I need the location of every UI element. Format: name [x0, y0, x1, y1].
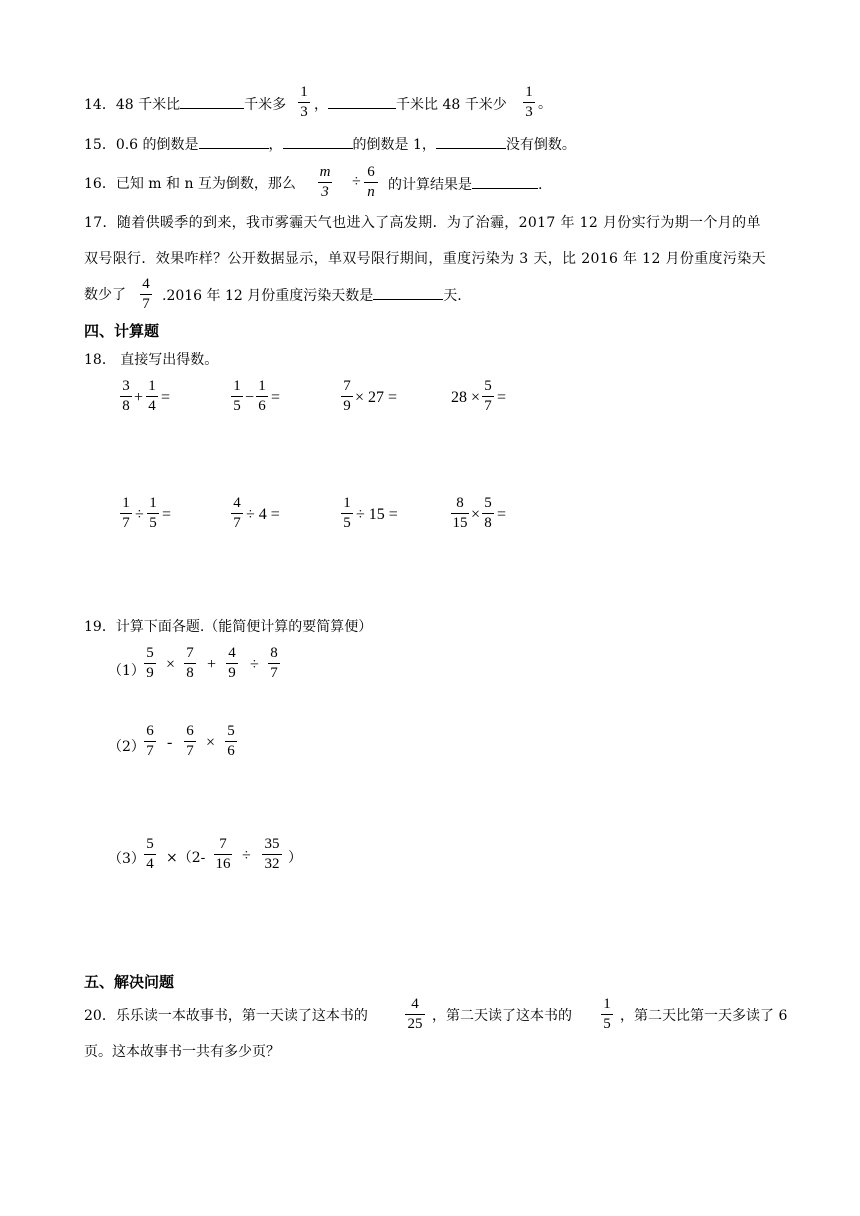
- q18-r1c1-a: 3 8: [120, 378, 132, 415]
- q18-r1c3-tail: × 27 =: [355, 389, 398, 406]
- q18-r2c1-eq: =: [162, 506, 172, 523]
- q19-p1-f4: 8 7: [268, 645, 280, 682]
- q16-fraction-1: m 3: [319, 164, 331, 200]
- q18-r2c2-tail: ÷ 4 =: [246, 506, 280, 523]
- q14-line: [84, 94, 286, 115]
- q19-p3-f1: 5 4: [144, 836, 156, 873]
- q19-p1-op2: +: [207, 656, 217, 673]
- q18-r2c1-a: 1 7: [120, 495, 132, 532]
- q19-p3-op3: ）: [288, 850, 302, 866]
- q18-r1c2-a: 1 5: [231, 378, 243, 415]
- q16-div: ÷: [352, 173, 361, 190]
- q18-r2c4-a: 8 15: [452, 495, 468, 531]
- q19-p1-label: （1）: [108, 663, 145, 679]
- q19-p1-f3: 4 9: [226, 645, 238, 682]
- q19-p3-label: （3）: [108, 851, 145, 867]
- q18-r2c1-b: 1 5: [147, 495, 159, 532]
- q17-line-2: 双号限行．效果咋样？公开数据显示，单双号限行期间，重度污染为 3 天，比 2016 年 12 月份重度污染天: [84, 251, 766, 267]
- q15-blank-2[interactable]: [283, 134, 353, 149]
- q18-r1c1-eq: =: [161, 389, 171, 406]
- q16-line: 16．已知 m 和 n 互为倒数，那么: [84, 176, 296, 192]
- q17-fraction: 4 7: [140, 276, 152, 313]
- q18-r2c4-op: ×: [471, 506, 481, 523]
- q20-line-1b: ，第二天读了这本书的: [432, 1008, 572, 1024]
- q18-r1c1-op: +: [134, 389, 144, 406]
- q19-p2-op1: -: [167, 734, 173, 751]
- q19-p1-op1: ×: [166, 656, 176, 673]
- section-4-heading: 四、计算题: [84, 322, 160, 340]
- q18-r1c2-op: −: [245, 389, 255, 406]
- q17-blank[interactable]: [373, 285, 443, 300]
- q19-p3-f2: 7 16: [215, 836, 231, 872]
- q15-blank-3[interactable]: [436, 134, 506, 149]
- q18-r2c4-b: 5 8: [482, 495, 494, 532]
- q17-line-3a: 数少了: [84, 287, 126, 303]
- q18-r1c1-b: 1 4: [146, 378, 158, 415]
- q18-r1c4-eq: =: [497, 389, 507, 406]
- q14-end: 。: [538, 96, 552, 112]
- q19-title: 19．计算下面各题.（能简便计算的要简算便）: [84, 619, 373, 635]
- q19-p3-f3: 35 32: [262, 836, 282, 873]
- q19-p2-f1: 6 7: [144, 723, 156, 760]
- q18-r2c2-a: 4 7: [231, 495, 243, 532]
- q14-blank-2[interactable]: [328, 94, 396, 109]
- q18-r1c2-eq: =: [271, 389, 281, 406]
- q16-fraction-2: 6 n: [364, 164, 378, 201]
- q19-p2-f3: 5 6: [225, 723, 237, 760]
- q18-r1c4-b: 5 7: [482, 378, 494, 415]
- q18-r1c2-b: 1 6: [256, 378, 268, 415]
- q20-fraction-2: 1 5: [601, 996, 613, 1033]
- q15-line: 15．0.6 的倒数是 ， 的倒数是 1， 没有倒数。: [84, 134, 576, 155]
- q14-text: 14．48 千米比: [84, 97, 181, 113]
- q14-fraction-2: 1 3: [523, 84, 535, 121]
- q14-blank-1[interactable]: [180, 94, 244, 109]
- q16-blank[interactable]: [472, 174, 538, 189]
- q14-line-b: ， 千米比 48 千米少: [314, 94, 507, 115]
- q18-r1c3-a: 7 9: [341, 378, 353, 415]
- q17-line-3b: .2016 年 12 月份重度污染天数是 天.: [162, 285, 462, 306]
- q18-r2c1-op: ÷: [135, 506, 144, 523]
- q18-r2c3-a: 1 5: [341, 495, 353, 532]
- q19-p1-f1: 5 9: [144, 645, 156, 682]
- q18-r2c3-tail: ÷ 15 =: [356, 506, 398, 523]
- q20-line-1c: ，第二天比第一天多读了 6: [620, 1008, 788, 1024]
- q14-text-2: 千米多: [244, 97, 287, 113]
- q17-line-1: 17．随着供暖季的到来，我市雾霾天气也进入了高发期．为了治霾，2017 年 12 月份实行为期一个月的单: [84, 215, 761, 231]
- q19-p2-op2: ×: [206, 734, 216, 751]
- section-5-heading: 五、解决问题: [84, 973, 175, 991]
- q18-r1c4-lead: 28 ×: [451, 389, 481, 406]
- q19-p2-label: （2）: [108, 739, 145, 755]
- q20-line-1a: 20．乐乐读一本故事书，第一天读了这本书的: [84, 1008, 368, 1024]
- q20-fraction-1: 4 25: [405, 996, 425, 1033]
- q20-line-2: 页。这本故事书一共有多少页？: [84, 1044, 280, 1060]
- q16-line-b: 的计算结果是 .: [388, 174, 542, 195]
- q19-p1-f2: 7 8: [184, 645, 196, 682]
- q19-p3-op1: ×（2-: [166, 850, 206, 866]
- q19-p2-f2: 6 7: [184, 723, 196, 760]
- q18-r2c4-eq: =: [497, 506, 507, 523]
- q14-fraction-1: 1 3: [298, 84, 310, 121]
- q19-p1-op3: ÷: [250, 656, 259, 673]
- q14-text-3: 千米比 48 千米少: [396, 97, 507, 113]
- q18-title: 18． 直接写出得数。: [84, 352, 219, 368]
- q19-p3-op2: ÷: [242, 847, 251, 864]
- q15-blank-1[interactable]: [199, 134, 269, 149]
